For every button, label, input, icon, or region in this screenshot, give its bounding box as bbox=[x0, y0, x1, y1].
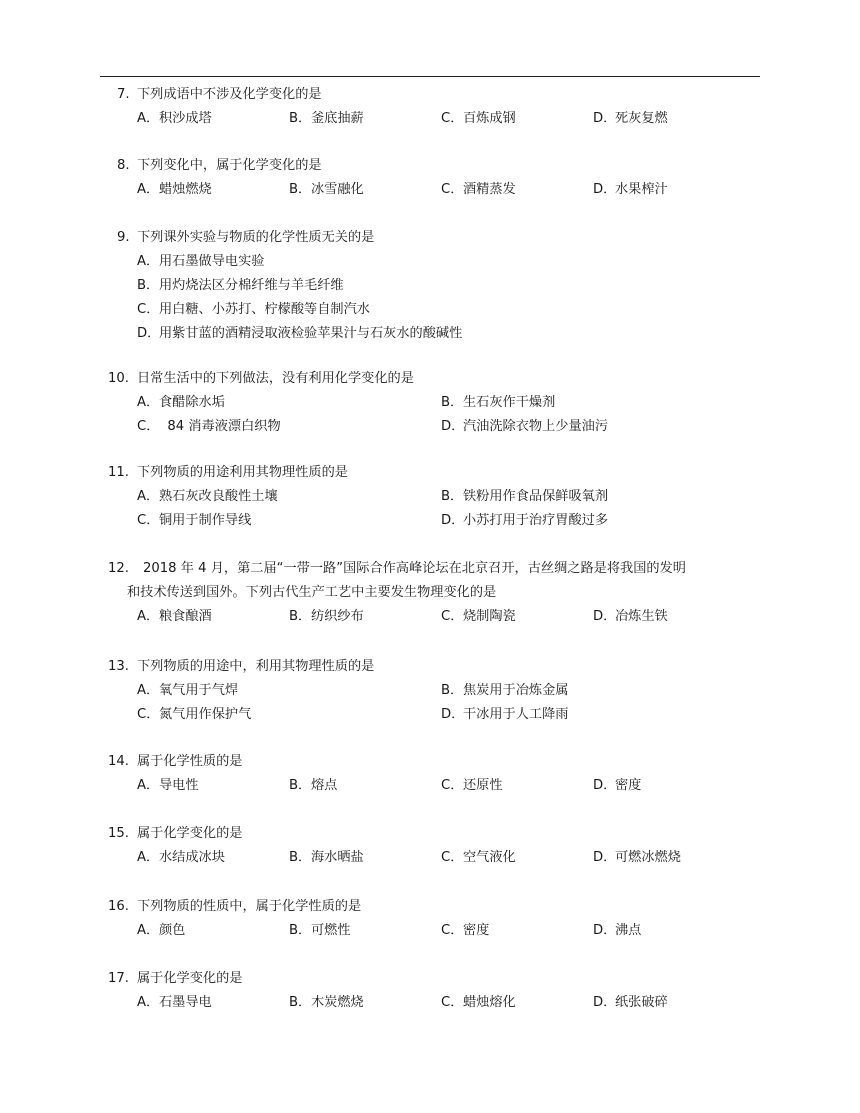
option-text: 熟石灰改良酸性土壤 bbox=[159, 489, 278, 504]
option-text: 水果榨汁 bbox=[615, 182, 668, 197]
option-text: 空气液化 bbox=[463, 850, 516, 865]
option-letter: B． bbox=[289, 609, 312, 624]
option-c[interactable] bbox=[137, 509, 251, 533]
option-d[interactable] bbox=[593, 774, 641, 798]
option-text: 纺织纱布 bbox=[311, 609, 364, 624]
option-b[interactable] bbox=[289, 991, 364, 1015]
question-number: 15. bbox=[108, 826, 129, 841]
option-letter: B． bbox=[289, 923, 312, 938]
option-text: 用紫甘蓝的酒精浸取液检验苹果汁与石灰水的酸碱性 bbox=[159, 326, 463, 341]
option-a[interactable] bbox=[137, 846, 225, 870]
option-letter: B． bbox=[289, 778, 312, 793]
option-b[interactable] bbox=[441, 391, 555, 415]
option-d[interactable] bbox=[593, 846, 681, 870]
option-a[interactable] bbox=[137, 919, 185, 943]
option-text: 铁粉用作食品保鲜吸氧剂 bbox=[463, 489, 609, 504]
option-text: 食醋除水垢 bbox=[159, 395, 225, 410]
option-b[interactable] bbox=[441, 485, 608, 509]
option-a[interactable] bbox=[137, 250, 265, 274]
option-c[interactable] bbox=[441, 605, 516, 629]
question-stem: 下列物质的用途利用其物理性质的是 bbox=[137, 465, 348, 480]
option-letter: A． bbox=[137, 254, 160, 269]
question-stem: 和技术传送到国外。下列古代生产工艺中主要发生物理变化的是 bbox=[127, 585, 497, 600]
option-text: 百炼成钢 bbox=[463, 111, 516, 126]
option-text: 粮食酿酒 bbox=[159, 609, 212, 624]
option-d[interactable] bbox=[593, 991, 668, 1015]
option-b[interactable] bbox=[289, 846, 364, 870]
option-a[interactable] bbox=[137, 391, 225, 415]
question-stem: 2018 年 4 月，第二届“一带一路”国际合作高峰论坛在北京召开，古丝绸之路是将我国的发明 bbox=[143, 561, 686, 576]
option-letter: A． bbox=[137, 923, 160, 938]
option-c[interactable] bbox=[441, 991, 516, 1015]
option-text: 干冰用于人工降雨 bbox=[463, 707, 569, 722]
option-c[interactable] bbox=[441, 846, 516, 870]
option-d[interactable] bbox=[441, 415, 608, 439]
option-letter: D． bbox=[593, 609, 617, 624]
option-d[interactable] bbox=[137, 322, 462, 346]
option-letter: B． bbox=[289, 850, 312, 865]
option-letter: C． bbox=[441, 182, 464, 197]
option-letter: D． bbox=[593, 923, 617, 938]
option-d[interactable] bbox=[593, 605, 668, 629]
option-letter: A． bbox=[137, 778, 160, 793]
question-number: 17. bbox=[108, 971, 129, 986]
option-text: 颜色 bbox=[159, 923, 186, 938]
option-text: 铜用于制作导线 bbox=[159, 513, 252, 528]
option-c[interactable] bbox=[137, 703, 251, 727]
option-text: 蜡烛熔化 bbox=[463, 995, 516, 1010]
option-text: 烧制陶瓷 bbox=[463, 609, 516, 624]
question-number: 11. bbox=[108, 465, 129, 480]
option-c[interactable] bbox=[137, 298, 370, 322]
option-letter: C． bbox=[441, 995, 464, 1010]
option-letter: C． bbox=[441, 111, 464, 126]
question-stem: 下列物质的性质中，属于化学性质的是 bbox=[137, 899, 362, 914]
option-text: 死灰复燃 bbox=[615, 111, 668, 126]
option-text: 纸张破碎 bbox=[615, 995, 668, 1010]
option-d[interactable] bbox=[441, 703, 569, 727]
option-text: 氧气用于气焊 bbox=[159, 683, 239, 698]
option-letter: A． bbox=[137, 683, 160, 698]
option-d[interactable] bbox=[441, 509, 608, 533]
option-b[interactable] bbox=[289, 919, 351, 943]
question-stem: 下列成语中不涉及化学变化的是 bbox=[137, 87, 322, 102]
option-letter: B． bbox=[441, 395, 464, 410]
option-letter: D． bbox=[441, 419, 465, 434]
option-letter: C． bbox=[137, 302, 160, 317]
question-number: 7. bbox=[117, 87, 130, 102]
option-c[interactable] bbox=[441, 107, 516, 131]
option-letter: A． bbox=[137, 182, 160, 197]
question-stem: 下列物质的用途中，利用其物理性质的是 bbox=[137, 659, 375, 674]
option-d[interactable] bbox=[593, 178, 668, 202]
option-text: 石墨导电 bbox=[159, 995, 212, 1010]
option-text: 生石灰作干燥剂 bbox=[463, 395, 556, 410]
option-text: 氮气用作保护气 bbox=[159, 707, 252, 722]
option-letter: C． bbox=[441, 923, 464, 938]
question-number: 12. bbox=[108, 561, 129, 576]
option-letter: A． bbox=[137, 111, 160, 126]
question-number: 9. bbox=[117, 230, 130, 245]
question-stem: 下列课外实验与物质的化学性质无关的是 bbox=[137, 230, 375, 245]
option-d[interactable] bbox=[593, 919, 641, 943]
option-letter: D． bbox=[593, 995, 617, 1010]
option-letter: D． bbox=[441, 513, 465, 528]
option-c[interactable] bbox=[441, 178, 516, 202]
option-text: 导电性 bbox=[159, 778, 199, 793]
option-text: 焦炭用于冶炼金属 bbox=[463, 683, 569, 698]
option-a[interactable] bbox=[137, 991, 212, 1015]
option-text: 积沙成塔 bbox=[159, 111, 212, 126]
question-stem: 日常生活中的下列做法，没有利用化学变化的是 bbox=[137, 371, 414, 386]
option-letter: B． bbox=[289, 995, 312, 1010]
option-b[interactable] bbox=[289, 605, 364, 629]
option-a[interactable] bbox=[137, 107, 212, 131]
option-text: 釜底抽薪 bbox=[311, 111, 364, 126]
option-text: 还原性 bbox=[463, 778, 503, 793]
option-a[interactable] bbox=[137, 774, 199, 798]
option-letter: A． bbox=[137, 609, 160, 624]
option-a[interactable] bbox=[137, 679, 238, 703]
option-letter: A． bbox=[137, 395, 160, 410]
option-text: 冰雪融化 bbox=[311, 182, 364, 197]
option-letter: C． bbox=[137, 419, 160, 434]
option-letter: C． bbox=[441, 778, 464, 793]
option-a[interactable] bbox=[137, 485, 278, 509]
option-c[interactable] bbox=[137, 415, 281, 439]
question-stem: 属于化学性质的是 bbox=[137, 754, 243, 769]
option-b[interactable] bbox=[441, 679, 569, 703]
option-text: 蜡烛燃烧 bbox=[159, 182, 212, 197]
option-text: 木炭燃烧 bbox=[311, 995, 364, 1010]
option-letter: D． bbox=[137, 326, 161, 341]
option-letter: C． bbox=[441, 609, 464, 624]
option-text: 水结成冰块 bbox=[159, 850, 225, 865]
header-rule bbox=[100, 76, 760, 77]
option-text: 密度 bbox=[615, 778, 642, 793]
option-letter: C． bbox=[137, 707, 160, 722]
question-number: 8. bbox=[117, 158, 130, 173]
option-letter: C． bbox=[137, 513, 160, 528]
question-number: 14. bbox=[108, 754, 129, 769]
option-letter: B． bbox=[289, 111, 312, 126]
option-text: 汽油洗除衣物上少量油污 bbox=[463, 419, 609, 434]
option-a[interactable] bbox=[137, 605, 212, 629]
question-stem: 下列变化中，属于化学变化的是 bbox=[137, 158, 322, 173]
option-letter: B． bbox=[289, 182, 312, 197]
option-d[interactable] bbox=[593, 107, 668, 131]
option-text: 可燃冰燃烧 bbox=[615, 850, 681, 865]
option-a[interactable] bbox=[137, 178, 212, 202]
option-letter: A． bbox=[137, 489, 160, 504]
option-text: 用石墨做导电实验 bbox=[159, 254, 265, 269]
option-text: 海水晒盐 bbox=[311, 850, 364, 865]
option-letter: A． bbox=[137, 995, 160, 1010]
option-b[interactable] bbox=[289, 107, 364, 131]
option-text: 沸点 bbox=[615, 923, 642, 938]
option-letter: A． bbox=[137, 850, 160, 865]
option-text: 小苏打用于治疗胃酸过多 bbox=[463, 513, 609, 528]
option-letter: D． bbox=[593, 778, 617, 793]
option-letter: B． bbox=[137, 278, 160, 293]
option-letter: D． bbox=[441, 707, 465, 722]
option-text: 用灼烧法区分棉纤维与羊毛纤维 bbox=[159, 278, 344, 293]
option-text: 酒精蒸发 bbox=[463, 182, 516, 197]
option-letter: B． bbox=[441, 683, 464, 698]
option-text: 可燃性 bbox=[311, 923, 351, 938]
option-b[interactable] bbox=[289, 178, 364, 202]
question-number: 13. bbox=[108, 659, 129, 674]
question-stem: 属于化学变化的是 bbox=[137, 826, 243, 841]
option-c[interactable] bbox=[441, 774, 503, 798]
question-stem: 属于化学变化的是 bbox=[137, 971, 243, 986]
option-text: 用白糖、小苏打、柠檬酸等自制汽水 bbox=[159, 302, 370, 317]
option-letter: B． bbox=[441, 489, 464, 504]
option-text: 84 消毒液漂白织物 bbox=[159, 419, 281, 434]
question-number: 10. bbox=[108, 371, 129, 386]
option-text: 冶炼生铁 bbox=[615, 609, 668, 624]
option-text: 熔点 bbox=[311, 778, 338, 793]
option-text: 密度 bbox=[463, 923, 490, 938]
option-letter: D． bbox=[593, 182, 617, 197]
option-letter: D． bbox=[593, 850, 617, 865]
option-b[interactable] bbox=[137, 274, 344, 298]
option-letter: D． bbox=[593, 111, 617, 126]
option-b[interactable] bbox=[289, 774, 337, 798]
option-letter: C． bbox=[441, 850, 464, 865]
option-c[interactable] bbox=[441, 919, 489, 943]
question-number: 16. bbox=[108, 899, 129, 914]
